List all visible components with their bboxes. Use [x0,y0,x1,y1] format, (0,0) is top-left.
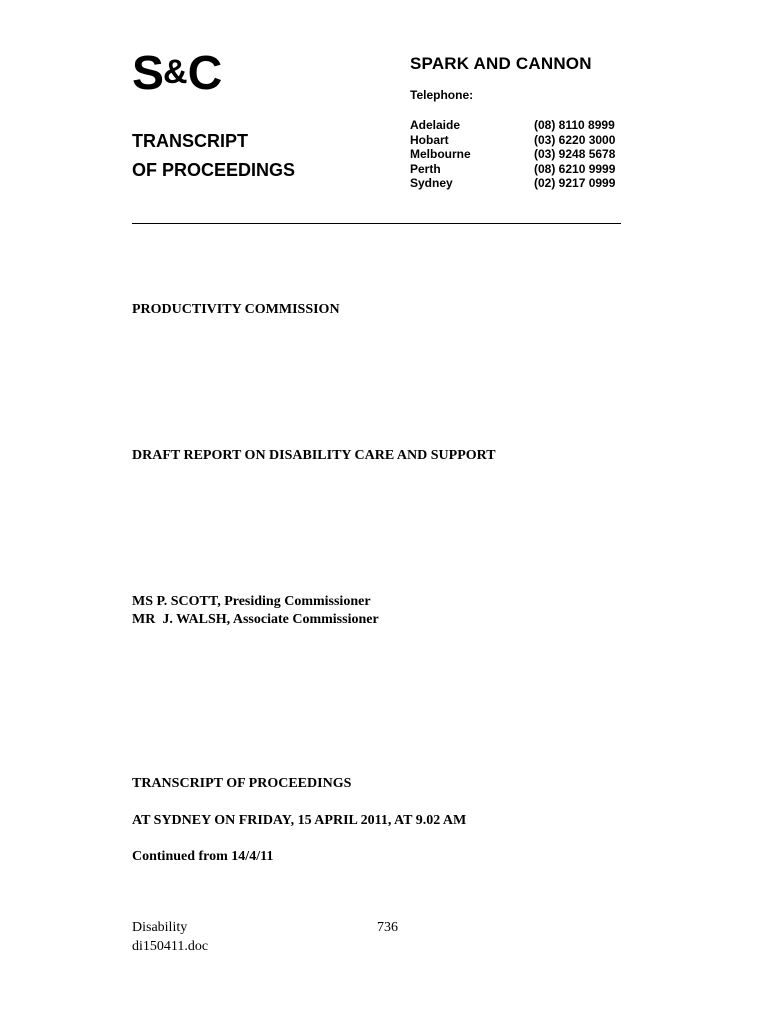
transcript-heading: TRANSCRIPT OF PROCEEDINGS [132,776,352,791]
footer-filename: di150411.doc [132,939,209,954]
office-row [410,133,622,148]
footer-category: Disability [132,920,188,935]
office-row [410,162,622,177]
office-city: Perth [410,161,441,176]
document-title-line-1: TRANSCRIPT [132,131,248,151]
office-phone: (03) 9248 5678 [534,147,616,162]
header-divider [132,223,621,224]
office-city: Melbourne [410,147,471,162]
office-phone-list [410,118,622,191]
telephone-label: Telephone: [410,88,474,102]
company-name: SPARK AND CANNON [410,54,592,73]
continued-note: Continued from 14/4/11 [132,849,274,864]
page-number: 736 [377,920,398,935]
office-city: Sydney [410,176,453,191]
office-phone: (02) 9217 0999 [534,176,616,191]
commissioner-associate: MR J. WALSH, Associate Commissioner [132,612,379,627]
logo-letter-s: S [132,47,164,100]
office-row [410,118,622,133]
office-row [410,176,622,191]
document-title-line-2: OF PROCEEDINGS [132,160,296,180]
inquiry-title: DRAFT REPORT ON DISABILITY CARE AND SUPPORT [132,448,496,463]
commissioner-presiding: MS P. SCOTT, Presiding Commissioner [132,594,371,609]
logo-ampersand: & [163,53,188,91]
document-title [132,127,295,185]
office-city: Adelaide [410,118,461,132]
office-phone: (03) 6220 3000 [534,132,616,147]
organisation-name: PRODUCTIVITY COMMISSION [132,302,340,317]
office-phone: (08) 8110 8999 [534,118,615,132]
office-city: Hobart [410,132,449,147]
hearing-location-time: AT SYDNEY ON FRIDAY, 15 APRIL 2011, AT 9.02 AM [132,813,467,828]
logo-letter-c: C [187,47,222,100]
office-row [410,147,622,162]
company-logo [132,48,221,98]
office-phone: (08) 6210 9999 [534,161,616,176]
